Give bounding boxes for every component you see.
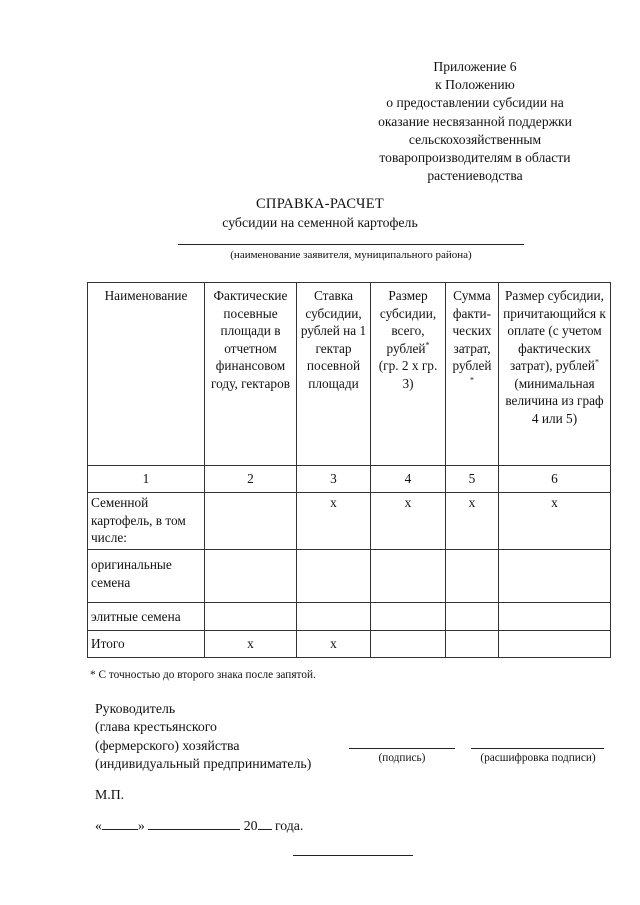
table-cell: x — [297, 631, 371, 658]
date-open-quote: « — [95, 818, 102, 833]
row-label: элитные семена — [88, 603, 205, 631]
row-label: оригинальные семена — [88, 550, 205, 603]
column-number: 2 — [205, 466, 297, 493]
table-cell[interactable] — [205, 550, 297, 603]
column-number: 6 — [499, 466, 611, 493]
appendix-line: о предоставлении субсидии на — [386, 95, 564, 111]
head-line: (индивидуальный предприниматель) — [95, 755, 312, 771]
header-formula: (гр. 2 х гр. 3) — [378, 358, 438, 391]
row-label: Семенной картофель, в том числе: — [88, 493, 205, 550]
column-numbers-row — [88, 466, 611, 493]
month-fill-blank[interactable] — [148, 817, 240, 830]
table-cell[interactable] — [499, 603, 611, 631]
header-text: Размер субсидии, всего, рублей — [379, 288, 437, 356]
appendix-block — [345, 58, 605, 185]
appendix-line: растениеводства — [427, 168, 523, 184]
table-cell: x — [297, 493, 371, 550]
header-text: Сумма факти-ческих затрат, рублей — [452, 288, 492, 373]
appendix-line: оказание несвязанной поддержки — [378, 113, 572, 129]
asterisk-mark: * — [470, 375, 474, 385]
table-cell[interactable] — [205, 603, 297, 631]
row-label: Итого — [88, 631, 205, 658]
header-note: (минимальная величина из граф 4 или 5) — [505, 375, 604, 426]
header-area — [205, 283, 297, 466]
date-close-quote: » — [137, 818, 145, 833]
column-number: 3 — [297, 466, 371, 493]
calculation-table — [87, 282, 611, 658]
signature-fill-line[interactable] — [349, 748, 455, 749]
table-cell[interactable] — [371, 631, 446, 658]
table-cell[interactable] — [205, 493, 297, 550]
header-payable — [499, 283, 611, 466]
table-cell[interactable] — [371, 550, 446, 603]
document-title: СПРАВКА-РАСЧЕТ — [255, 196, 385, 212]
asterisk-mark: * — [425, 340, 430, 350]
table-cell: x — [446, 493, 499, 550]
table-row — [88, 631, 611, 658]
appendix-line: товаропроизводителям в области — [379, 150, 571, 166]
header-text: Наименование — [104, 288, 188, 303]
header-rate — [297, 283, 371, 466]
asterisk-mark: * — [594, 357, 599, 367]
table-cell[interactable] — [297, 550, 371, 603]
head-line: (фермерского) хозяйства — [95, 737, 240, 753]
header-text: Размер субсидии, причитающийся к оплате (с учетом фактических затрат), рублей — [503, 288, 606, 373]
year-prefix: 20 — [243, 818, 258, 833]
table-header-row — [88, 283, 611, 466]
applicant-fill-line[interactable] — [178, 244, 524, 245]
applicant-caption: (наименование заявителя, муниципального района) — [230, 249, 472, 261]
head-line: (глава крестьянского — [95, 719, 217, 735]
table-row — [88, 493, 611, 550]
column-number: 5 — [446, 466, 499, 493]
year-suffix: года. — [274, 818, 304, 833]
date-line — [95, 817, 303, 834]
stamp-place-label: М.П. — [95, 787, 125, 802]
header-text: Ставка субсидии, рублей на 1 гектар посевной площади — [300, 288, 367, 391]
table-cell[interactable] — [446, 631, 499, 658]
table-cell: x — [205, 631, 297, 658]
table-cell[interactable] — [446, 603, 499, 631]
appendix-line: сельскохозяйственным — [408, 131, 542, 147]
signature-caption: (подпись) — [378, 752, 426, 764]
document-subtitle: субсидии на семенной картофель — [222, 215, 418, 230]
table-cell: x — [371, 493, 446, 550]
table-row — [88, 550, 611, 603]
bottom-fill-line — [293, 855, 413, 856]
head-title-block — [95, 700, 311, 773]
header-subsidy-total — [371, 283, 446, 466]
column-number: 1 — [88, 466, 205, 493]
header-text: Фактические посевные площади в отчетном финансовом году, гектаров — [210, 288, 291, 391]
column-number: 4 — [371, 466, 446, 493]
footnote: * С точностью до второго знака после запятой. — [90, 669, 316, 681]
signature-decode-caption: (расшифровка подписи) — [480, 752, 596, 764]
head-line: Руководитель — [95, 701, 176, 716]
header-name — [88, 283, 205, 466]
appendix-line: к Положению — [435, 77, 515, 93]
table-cell[interactable] — [297, 603, 371, 631]
header-actual-costs — [446, 283, 499, 466]
year-fill-blank[interactable] — [258, 817, 272, 830]
table-cell[interactable] — [499, 631, 611, 658]
table-row — [88, 603, 611, 631]
table-cell[interactable] — [446, 550, 499, 603]
appendix-line: Приложение 6 — [433, 59, 517, 74]
table-cell: x — [499, 493, 611, 550]
day-fill-blank[interactable] — [102, 817, 138, 830]
table-cell[interactable] — [371, 603, 446, 631]
signature-decode-fill-line[interactable] — [471, 748, 604, 749]
table-cell[interactable] — [499, 550, 611, 603]
